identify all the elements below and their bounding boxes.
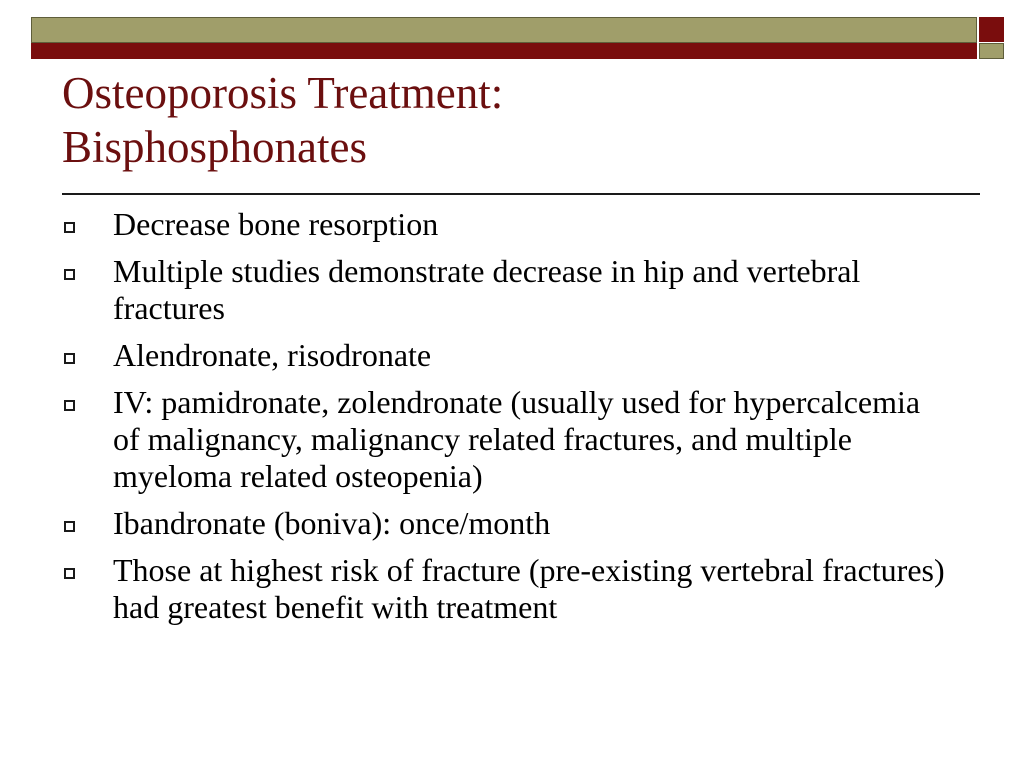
bullet-item bbox=[64, 206, 964, 243]
header-bar-olive bbox=[31, 17, 977, 43]
title-divider bbox=[62, 193, 980, 195]
bullet-text: Ibandronate (boniva): once/month bbox=[113, 505, 551, 541]
header-bar-maroon bbox=[31, 43, 977, 59]
bullet-item bbox=[64, 505, 964, 542]
hollow-square-bullet-icon bbox=[64, 353, 75, 364]
hollow-square-bullet-icon bbox=[64, 400, 75, 411]
bullet-item bbox=[64, 552, 964, 626]
bullet-item bbox=[64, 253, 964, 327]
bullet-list bbox=[64, 206, 964, 636]
header-square-maroon bbox=[979, 17, 1004, 42]
bullet-item bbox=[64, 337, 964, 374]
bullet-item bbox=[64, 384, 964, 495]
bullet-text: Decrease bone resorption bbox=[113, 206, 439, 242]
hollow-square-bullet-icon bbox=[64, 222, 75, 233]
header-square-olive bbox=[979, 43, 1004, 59]
bullet-text: Multiple studies demonstrate decrease in hip and vertebral fractures bbox=[113, 253, 861, 326]
hollow-square-bullet-icon bbox=[64, 269, 75, 280]
hollow-square-bullet-icon bbox=[64, 521, 75, 532]
bullet-text: Alendronate, risodronate bbox=[113, 337, 432, 373]
slide-title bbox=[62, 66, 962, 174]
bullet-text: IV: pamidronate, zolendronate (usually used for hypercalcemia of malignancy, malignancy related fractures, and multiple myeloma related osteopenia) bbox=[113, 384, 921, 494]
slide-title-line1: Osteoporosis Treatment: bbox=[62, 68, 504, 118]
bullet-text: Those at highest risk of fracture (pre-existing vertebral fractures) had greatest benefit with treatment bbox=[113, 552, 945, 625]
slide-title-line2: Bisphosphonates bbox=[62, 122, 368, 172]
hollow-square-bullet-icon bbox=[64, 568, 75, 579]
